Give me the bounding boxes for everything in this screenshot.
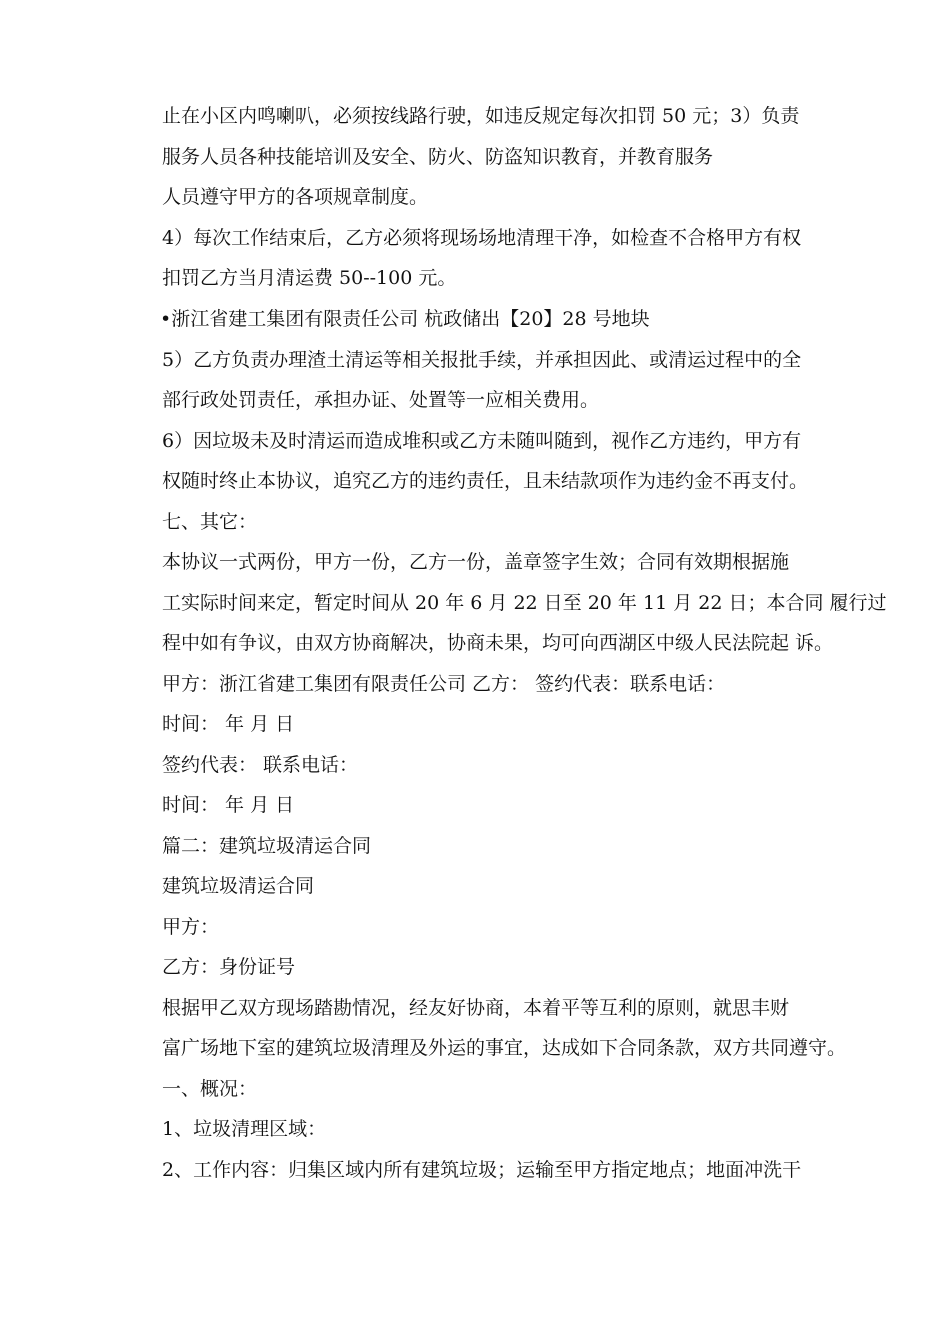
list-item: 2、工作内容：归集区域内所有建筑垃圾；运输至甲方指定地点；地面冲洗干 <box>162 1159 802 1181</box>
text-line: 6）因垃圾未及时清运而造成堆积或乙方未随叫随到，视作乙方违约，甲方有 <box>162 430 802 452</box>
party-b-line: 乙方：身份证号 <box>162 956 296 978</box>
text-line: 服务人员各种技能培训及安全、防火、防盗知识教育，并教育服务 <box>162 146 714 168</box>
text-line: 扣罚乙方当月清运费 50--100 元。 <box>162 267 457 289</box>
section-heading: 七、其它： <box>162 511 258 533</box>
text-line: •浙江省建工集团有限责任公司 杭政储出【20】28 号地块 <box>160 308 650 330</box>
text-line: 程中如有争议，由双方协商解决，协商未果，均可向西湖区中级人民法院起 诉。 <box>162 632 834 654</box>
text-line: 止在小区内鸣喇叭，必须按线路行驶，如违反规定每次扣罚 50 元；3）负责 <box>162 105 800 127</box>
party-a-line: 甲方： <box>162 916 220 938</box>
text-line: 权随时终止本协议，追究乙方的违约责任，且未结款项作为违约金不再支付。 <box>162 470 809 492</box>
date-line: 时间： 年 月 日 <box>162 794 295 816</box>
section-heading: 一、概况： <box>162 1078 258 1100</box>
text-line: 4）每次工作结束后，乙方必须将现场场地清理干净，如检查不合格甲方有权 <box>162 227 802 249</box>
text-line: 本协议一式两份，甲方一份，乙方一份，盖章签字生效；合同有效期根据施 <box>162 551 790 573</box>
text-line: 工实际时间来定，暂定时间从 20 年 6 月 22 日至 20 年 11 月 22 日；本合同 履行过 <box>162 592 887 614</box>
section-heading: 篇二：建筑垃圾清运合同 <box>162 835 372 857</box>
signature-line: 甲方：浙江省建工集团有限责任公司 乙方： 签约代表：联系电话： <box>162 673 726 695</box>
text-line: 根据甲乙双方现场踏勘情况，经友好协商，本着平等互利的原则，就思丰财 <box>162 997 790 1019</box>
signature-line: 签约代表： 联系电话： <box>162 754 359 776</box>
list-item: 1、垃圾清理区域： <box>162 1118 327 1140</box>
text-line: 人员遵守甲方的各项规章制度。 <box>162 186 429 208</box>
date-line: 时间： 年 月 日 <box>162 713 295 735</box>
text-line: 5）乙方负责办理渣土清运等相关报批手续，并承担因此、或清运过程中的全 <box>162 349 802 371</box>
text-line: 富广场地下室的建筑垃圾清理及外运的事宜，达成如下合同条款，双方共同遵守。 <box>162 1037 847 1059</box>
document-title: 建筑垃圾清运合同 <box>162 875 315 897</box>
text-line: 部行政处罚责任，承担办证、处置等一应相关费用。 <box>162 389 600 411</box>
